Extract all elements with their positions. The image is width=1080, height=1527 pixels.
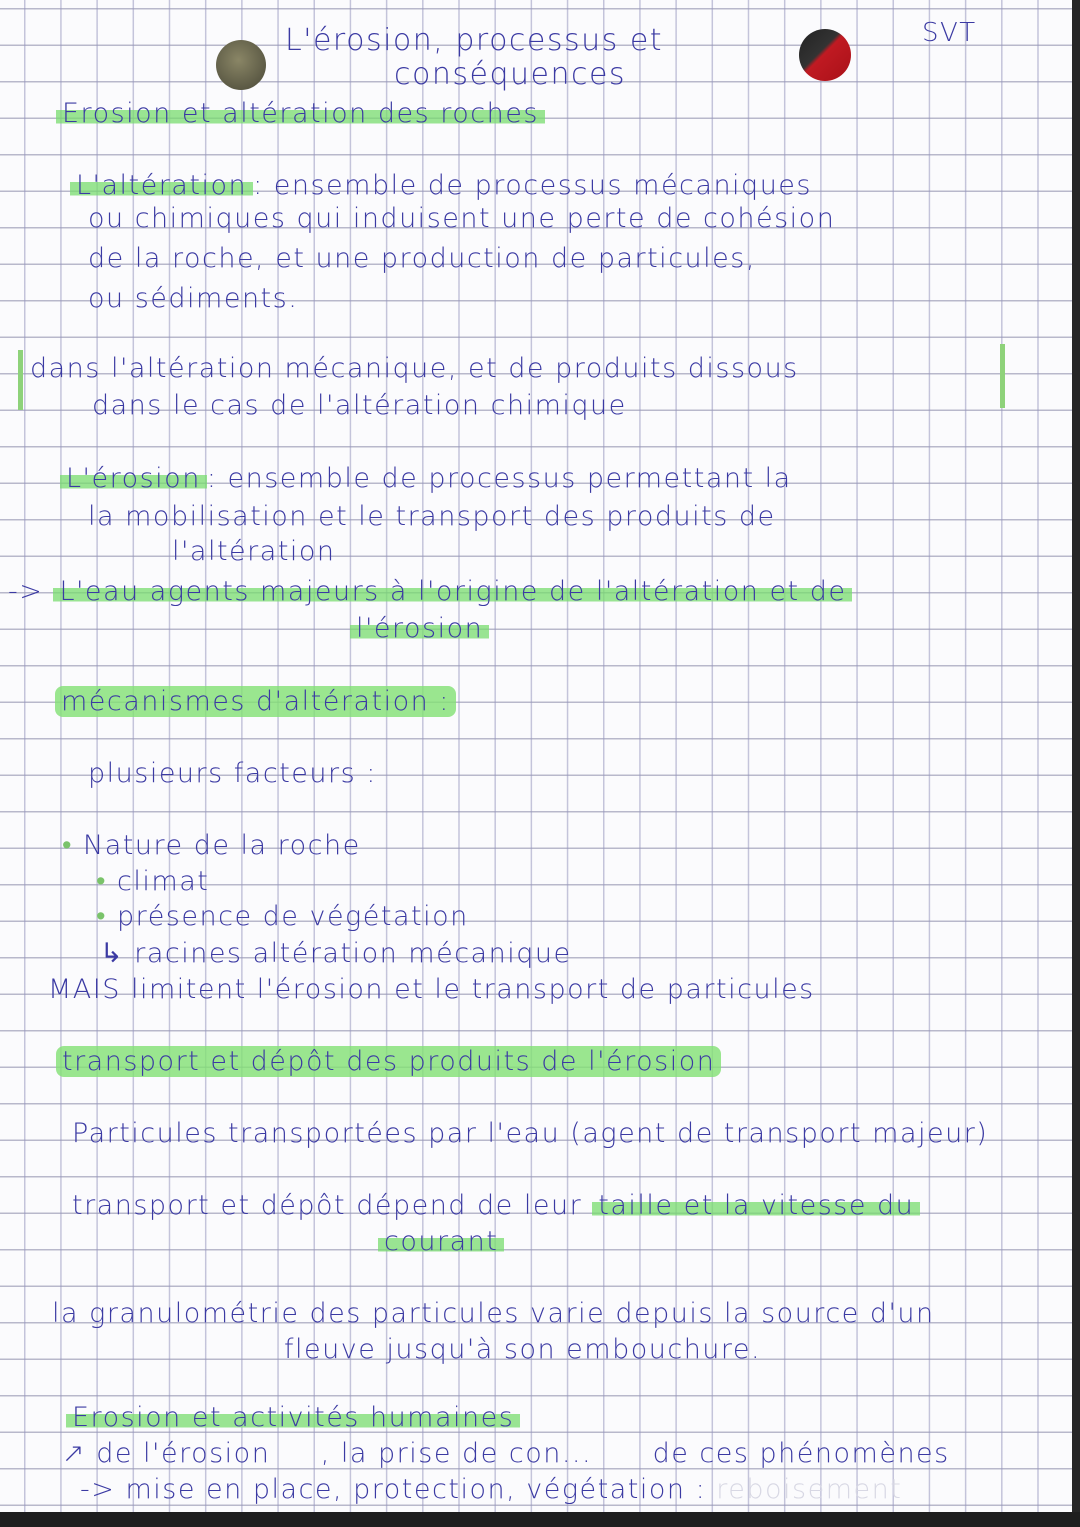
section-heading-erosion-alteration bbox=[56, 100, 545, 127]
mais-note bbox=[48, 976, 815, 1003]
roots-text: racines altération mécanique bbox=[134, 938, 572, 969]
page-title-line2: conséquences bbox=[394, 57, 627, 92]
arrow-icon: -> bbox=[80, 1474, 116, 1505]
transport-line2 bbox=[72, 1192, 920, 1219]
factor-item-1 bbox=[62, 832, 361, 859]
granulometry-line1: la granulométrie des particules varie depuis la source d'un bbox=[52, 1298, 935, 1329]
section-heading-human-activities bbox=[66, 1404, 520, 1431]
human-activities-line2 bbox=[80, 1476, 902, 1503]
alteration-definition-line3: de la roche, et une production de particules, bbox=[88, 243, 756, 274]
heading-text: Erosion et altération des roches bbox=[56, 98, 545, 129]
page-title-line1: L'érosion, processus et bbox=[285, 23, 664, 58]
punch-hole-left bbox=[216, 40, 266, 90]
alteration-definition-line1 bbox=[70, 172, 812, 199]
page-edge-shadow-right bbox=[1072, 0, 1080, 1527]
factors-intro: plusieurs facteurs : bbox=[88, 758, 377, 789]
current-word: courant bbox=[378, 1226, 504, 1257]
text: , la prise de con... bbox=[320, 1438, 593, 1469]
bullet-icon: • bbox=[96, 866, 107, 897]
text: de l'érosion bbox=[96, 1438, 271, 1469]
erosion-definition-line2: la mobilisation et le transport des produits de bbox=[88, 501, 776, 532]
section-heading-mechanisms bbox=[55, 688, 456, 715]
boxed-note-left-bar bbox=[18, 350, 23, 410]
bullet-icon: • bbox=[96, 901, 107, 932]
transport-line2-cont bbox=[378, 1228, 504, 1255]
definition-text: : ensemble de processus permettant la bbox=[206, 463, 792, 494]
erosion-word: l'érosion bbox=[350, 613, 489, 644]
increase-arrow-icon: ↗ bbox=[62, 1438, 87, 1469]
term-alteration: L'altération bbox=[70, 170, 253, 201]
transport-line1: Particules transportées par l'eau (agent de transport majeur) bbox=[72, 1118, 989, 1149]
punch-hole-right bbox=[799, 29, 851, 81]
section-heading-transport bbox=[56, 1048, 721, 1075]
factor-label: climat bbox=[117, 866, 210, 897]
transport-text: transport et dépôt dépend de leur bbox=[72, 1190, 583, 1221]
factor-item-2 bbox=[96, 866, 210, 897]
erosion-definition-line3: l'altération bbox=[172, 536, 336, 567]
boxed-note-right-bar bbox=[1000, 344, 1005, 408]
erosion-definition-line1 bbox=[60, 465, 792, 492]
definition-text: : ensemble de processus mécaniques bbox=[253, 170, 812, 201]
factor-item-3 bbox=[96, 901, 469, 932]
water-agent-note bbox=[8, 578, 852, 605]
mais-label: MAIS bbox=[48, 974, 121, 1005]
alteration-definition-line2: ou chimiques qui induisent une perte de cohésion bbox=[88, 203, 836, 234]
term-erosion: L'érosion bbox=[60, 463, 207, 494]
page-edge-shadow-bottom bbox=[0, 1512, 1080, 1527]
granulometry-line2: fleuve jusqu'à son embouchure. bbox=[284, 1334, 762, 1365]
water-agent-highlight: L'eau agents majeurs à l'origine de l'altération et de bbox=[53, 576, 852, 607]
mais-text: limitent l'érosion et le transport de particules bbox=[130, 974, 815, 1005]
subject-label: SVT bbox=[922, 18, 977, 48]
boxed-note-line2: dans le cas de l'altération chimique bbox=[92, 390, 627, 421]
faded-text: reboisement bbox=[716, 1474, 903, 1505]
water-agent-note-line2 bbox=[350, 615, 489, 642]
boxed-note-line1: dans l'altération mécanique, et de produits dissous bbox=[30, 353, 799, 384]
heading-text: transport et dépôt des produits de l'érosion bbox=[56, 1046, 721, 1077]
bullet-icon: • bbox=[62, 830, 73, 861]
heading-text: mécanismes d'altération : bbox=[55, 686, 456, 717]
arrow-icon: -> bbox=[8, 576, 44, 607]
text: de ces phénomènes bbox=[652, 1438, 950, 1469]
factor-label: Nature de la roche bbox=[83, 830, 361, 861]
heading-text: Erosion et activités humaines bbox=[66, 1402, 520, 1433]
text: mise en place, protection, végétation : bbox=[125, 1474, 707, 1505]
size-speed-highlight: taille et la vitesse du bbox=[592, 1190, 920, 1221]
human-activities-line1 bbox=[62, 1440, 950, 1467]
factor-label: présence de végétation bbox=[117, 901, 469, 932]
roots-note bbox=[100, 940, 572, 967]
alteration-definition-line4: ou sédiments. bbox=[88, 283, 299, 314]
sub-arrow-icon: ↳ bbox=[100, 938, 125, 969]
